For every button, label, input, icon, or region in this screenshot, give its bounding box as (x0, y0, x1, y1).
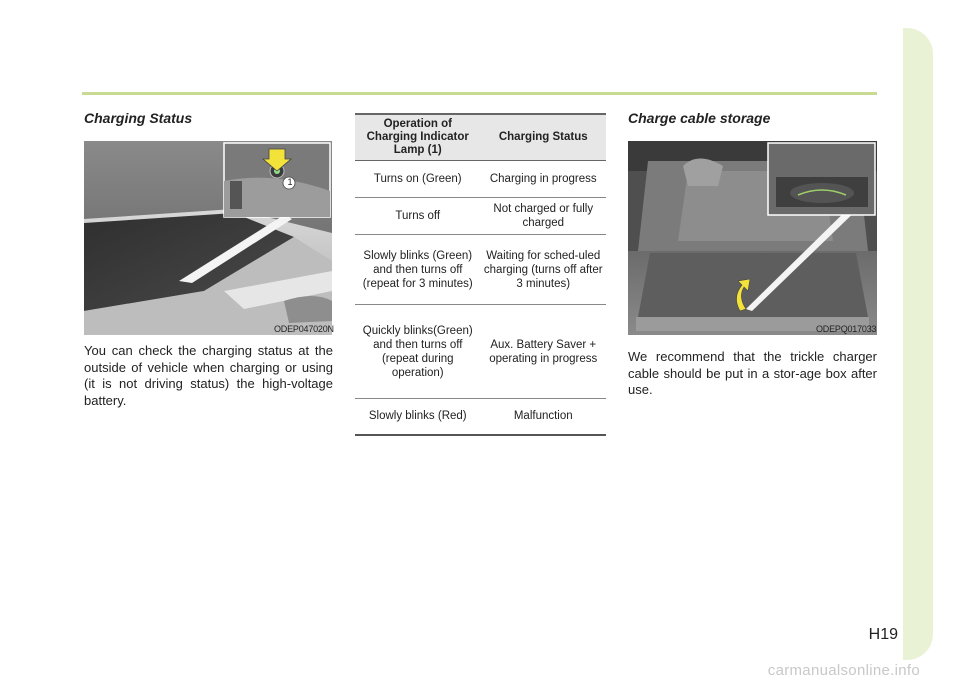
indicator-callout-number: 1 (287, 177, 293, 187)
table-cell: Slowly blinks (Red) (355, 399, 481, 435)
charge-cable-storage-heading: Charge cable storage (628, 110, 771, 126)
table-row (355, 305, 606, 399)
table-row (355, 161, 606, 198)
table-cell: Slowly blinks (Green) and then turns off (repeat for 3 minutes) (355, 235, 481, 305)
page-number: H19 (868, 626, 898, 643)
table-cell: Aux. Battery Saver + operating in progress (481, 305, 607, 399)
table-row (355, 198, 606, 235)
table-header-row (355, 114, 606, 161)
table-cell: Not charged or fully charged (481, 198, 607, 235)
charging-status-paragraph: You can check the charging status at the outside of vehicle when charging or using (it is not driving status) the high-voltage battery. (84, 343, 333, 408)
table-header-cell: Operation of Charging Indicator Lamp (1) (355, 114, 481, 161)
car-windshield-photo (84, 141, 332, 335)
table-cell: Turns on (Green) (355, 161, 481, 198)
left-image-caption: ODEP047020N (274, 324, 334, 334)
charge-cable-paragraph: We recommend that the trickle charger cable should be put in a stor-age box after use. (628, 349, 877, 397)
cargo-area-photo (628, 141, 877, 335)
table-row (355, 399, 606, 435)
cargo-area-illustration (628, 141, 877, 335)
table-cell: Quickly blinks(Green) and then turns off (repeat during operation) (355, 305, 481, 399)
table-cell: Waiting for sched-uled charging (turns off after 3 minutes) (481, 235, 607, 305)
header-rule (82, 92, 877, 95)
table-header-cell: Charging Status (481, 114, 607, 161)
watermark-link[interactable]: carmanualsonline.info (767, 662, 920, 679)
table-cell: Turns off (355, 198, 481, 235)
car-windshield-illustration (84, 141, 332, 335)
right-image-caption: ODEPQ017033 (816, 324, 877, 334)
charging-status-table (355, 113, 606, 436)
table-cell: Malfunction (481, 399, 607, 435)
table-cell: Charging in progress (481, 161, 607, 198)
charging-status-heading: Charging Status (84, 110, 193, 126)
table-row (355, 235, 606, 305)
